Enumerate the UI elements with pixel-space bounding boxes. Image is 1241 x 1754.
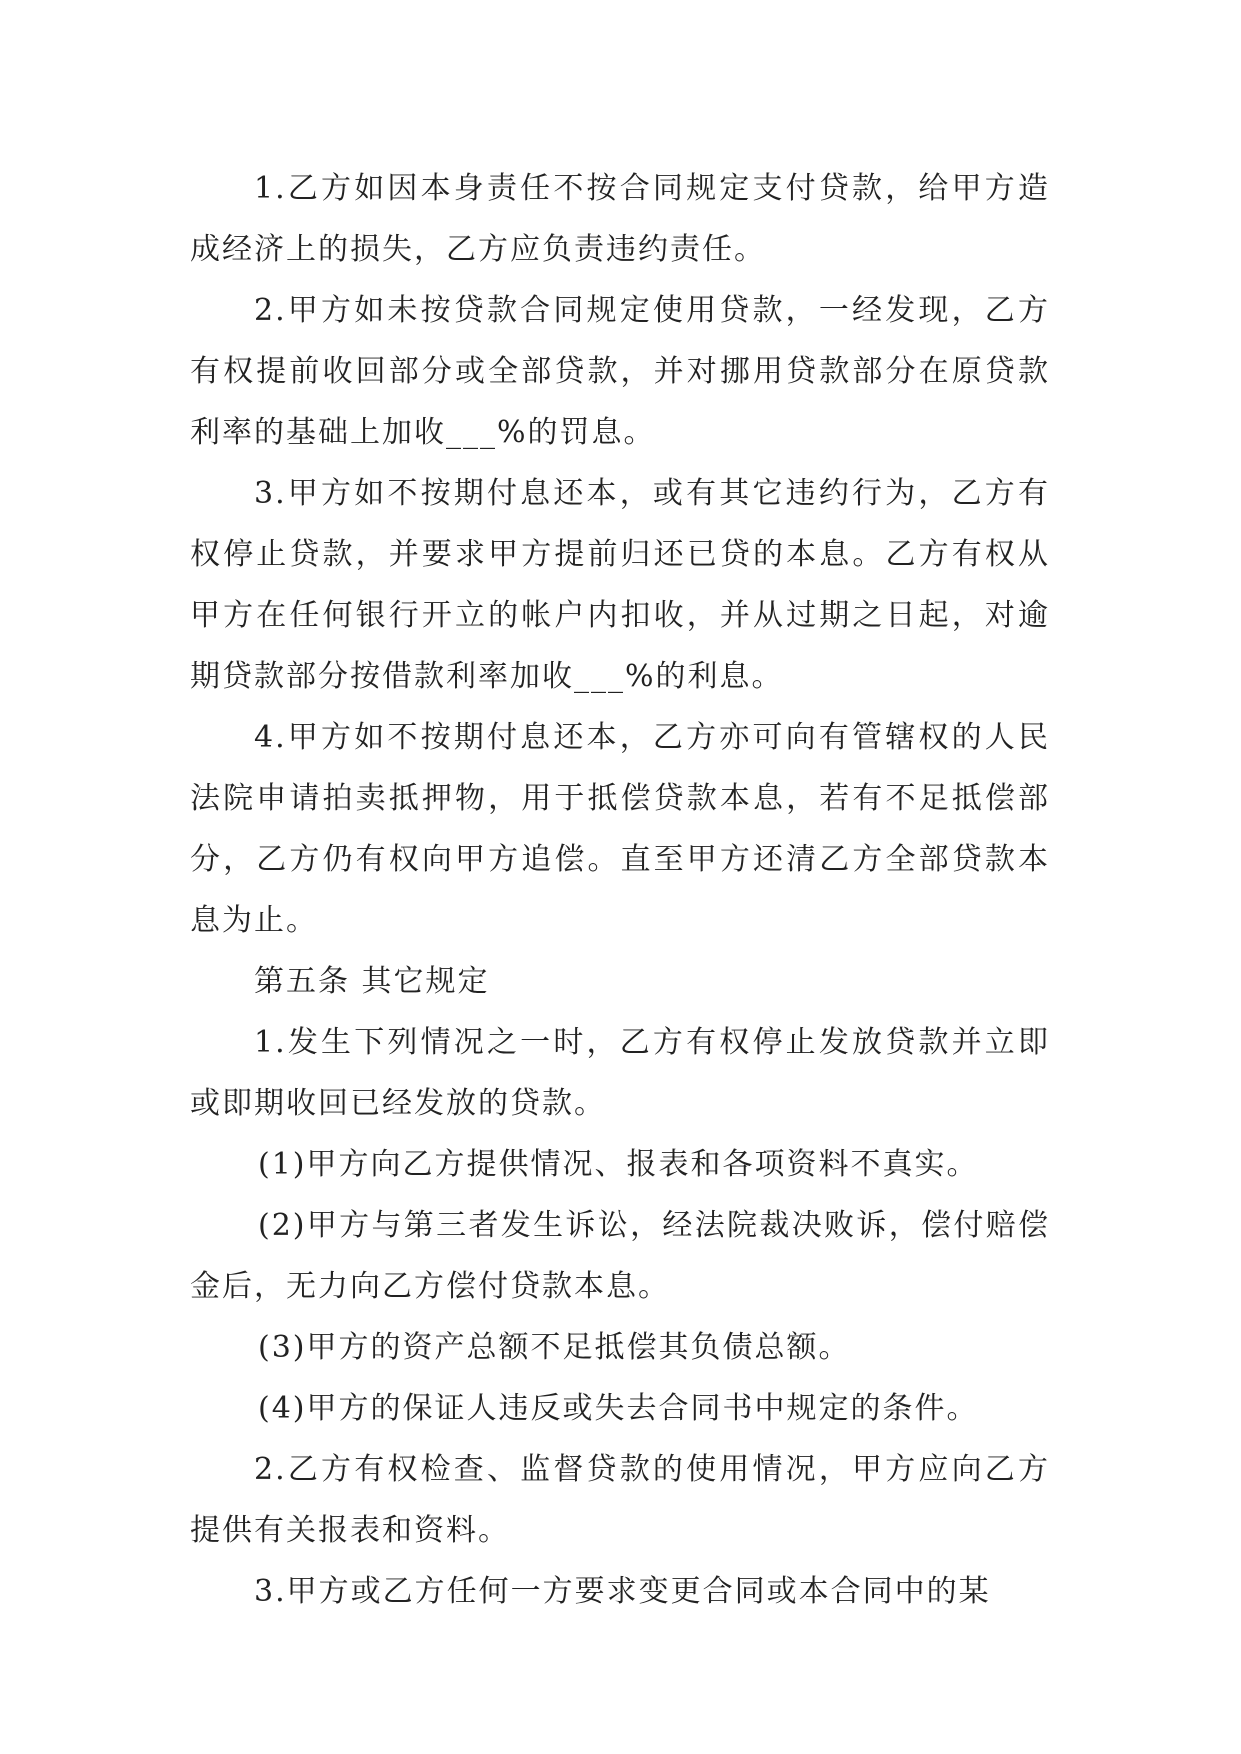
clause-paragraph: 3.甲方或乙方任何一方要求变更合同或本合同中的某	[254, 1574, 991, 1609]
sub-clause-paragraph: (2)甲方与第三者发生诉讼，经法院裁决败诉，偿付赔偿金后，无力向乙方偿付贷款本息。	[190, 1208, 1050, 1304]
clause-paragraph: 2.乙方有权检查、监督贷款的使用情况，甲方应向乙方提供有关报表和资料。	[190, 1452, 1050, 1548]
clause-paragraph: 1.乙方如因本身责任不按合同规定支付贷款，给甲方造成经济上的损失，乙方应负责违约责任。	[190, 171, 1050, 267]
sub-clause-paragraph: (1)甲方向乙方提供情况、报表和各项资料不真实。	[258, 1147, 979, 1182]
clause-paragraph: 3.甲方如不按期付息还本，或有其它违约行为，乙方有权停止贷款，并要求甲方提前归还已贷的本息。乙方有权从甲方在任何银行开立的帐户内扣收，并从过期之日起，对逾期贷款部分按借款利率加收___%的利息。	[190, 476, 1050, 694]
document-body	[190, 158, 1050, 1622]
clause-paragraph: 1.发生下列情况之一时，乙方有权停止发放贷款并立即或即期收回已经发放的贷款。	[190, 1025, 1050, 1121]
sub-clause-paragraph: (4)甲方的保证人违反或失去合同书中规定的条件。	[258, 1391, 979, 1426]
section-heading: 第五条 其它规定	[254, 964, 490, 999]
sub-clause-paragraph: (3)甲方的资产总额不足抵偿其负债总额。	[258, 1330, 851, 1365]
clause-paragraph: 4.甲方如不按期付息还本，乙方亦可向有管辖权的人民法院申请拍卖抵押物，用于抵偿贷款本息，若有不足抵偿部分，乙方仍有权向甲方追偿。直至甲方还清乙方全部贷款本息为止。	[190, 720, 1050, 938]
clause-paragraph: 2.甲方如未按贷款合同规定使用贷款，一经发现，乙方有权提前收回部分或全部贷款，并对挪用贷款部分在原贷款利率的基础上加收___%的罚息。	[190, 293, 1050, 450]
